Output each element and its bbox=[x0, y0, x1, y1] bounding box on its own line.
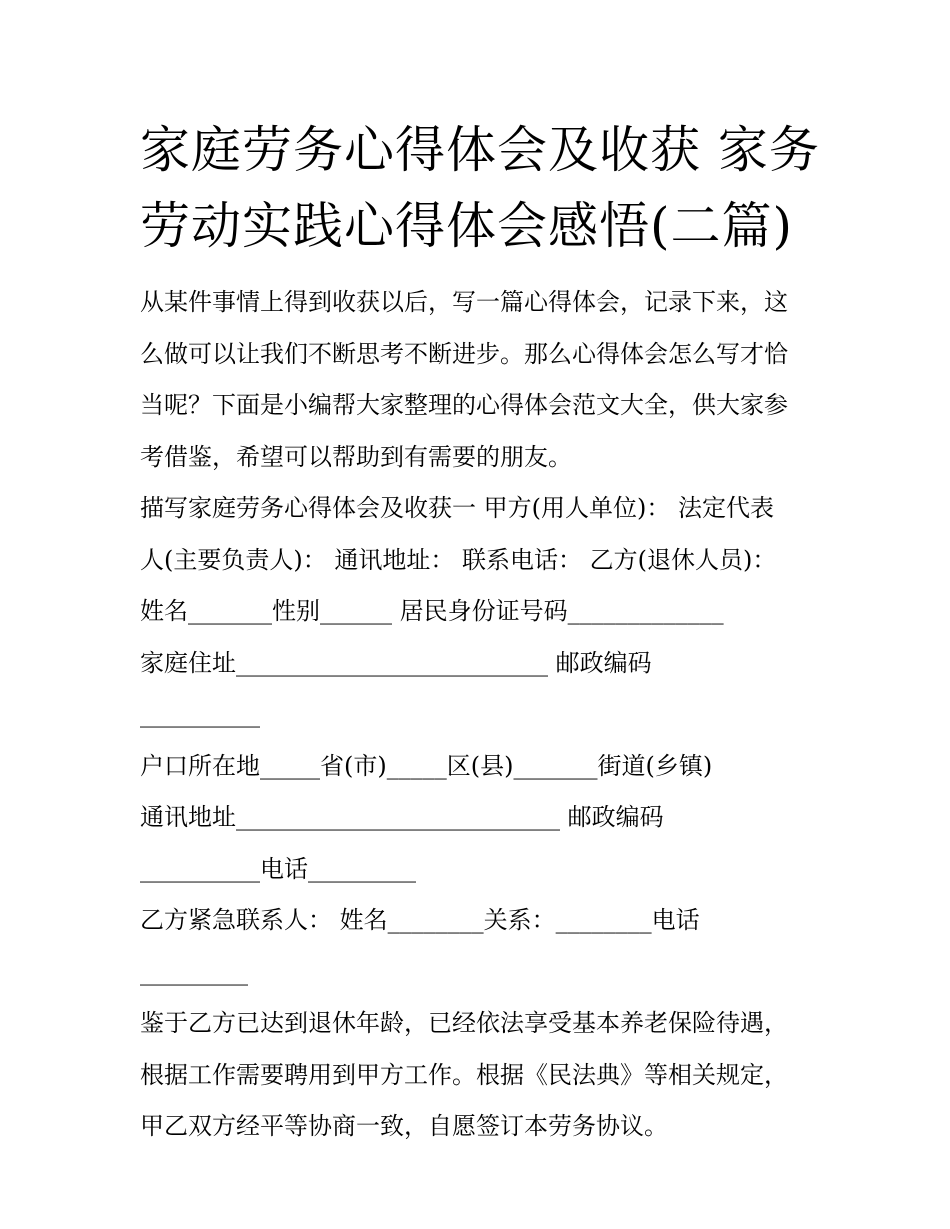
body-line-5: 描写家庭劳务心得体会及收获一 甲方(用人单位)： 法定代表 bbox=[140, 494, 774, 522]
title-line-2: 劳动实践心得体会感悟(二篇) bbox=[140, 197, 794, 255]
form-line-postcode-phone: __________电话_________ bbox=[140, 854, 416, 883]
body-line-4: 考借鉴，希望可以帮助到有需要的朋友。 bbox=[140, 442, 572, 471]
form-line-emergency-contact: 乙方紧急联系人： 姓名________关系：________电话 bbox=[140, 906, 700, 934]
document-title bbox=[140, 112, 830, 264]
form-line-emergency-phone: _________ bbox=[140, 957, 248, 986]
form-line-household-registration: 户口所在地_____省(市)_____区(县)_______街道(乡镇) bbox=[140, 751, 713, 780]
title-line-1: 家庭劳务心得体会及收获 家务 bbox=[140, 121, 820, 179]
form-line-mailing-address: 通讯地址___________________________ 邮政编码 bbox=[140, 803, 664, 831]
body-line-3: 当呢？下面是小编帮大家整理的心得体会范文大全，供大家参 bbox=[140, 391, 788, 419]
body-line-17: 甲乙双方经平等协商一致，自愿签订本劳务协议。 bbox=[140, 1112, 668, 1140]
form-line-home-address: 家庭住址__________________________ 邮政编码 bbox=[140, 648, 652, 677]
form-line-name-gender-id: 姓名_______性别______ 居民身份证号码_____________ bbox=[140, 597, 724, 625]
body-line-2: 么做可以让我们不断思考不断进步。那么心得体会怎么写才恰 bbox=[140, 339, 788, 368]
document-body bbox=[140, 282, 830, 1158]
body-line-6: 人(主要负责人)： 通讯地址： 联系电话： 乙方(退休人员)： bbox=[140, 545, 777, 574]
body-line-15: 鉴于乙方已达到退休年龄，已经依法享受基本养老保险待遇， bbox=[140, 1009, 788, 1037]
body-line-1: 从某件事情上得到收获以后，写一篇心得体会，记录下来，这 bbox=[140, 288, 788, 316]
form-line-home-postcode: __________ bbox=[140, 700, 260, 728]
body-line-16: 根据工作需要聘用到甲方工作。根据《民法典》等相关规定， bbox=[140, 1060, 788, 1089]
